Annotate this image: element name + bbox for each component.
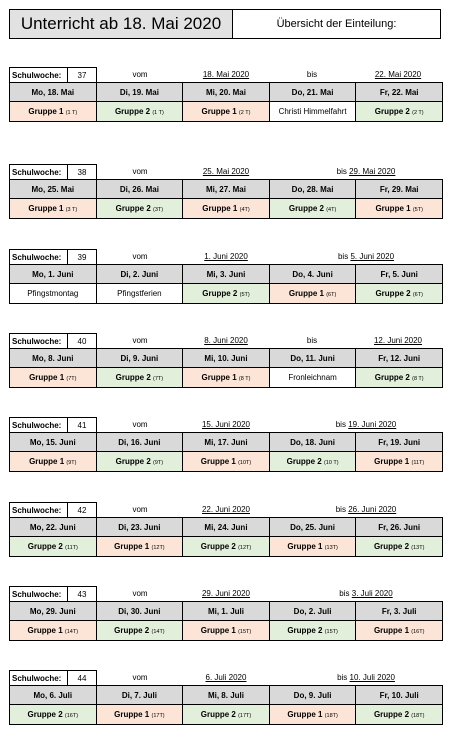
day-cell: Do, 9. Juli	[269, 686, 356, 705]
day-cell: Di, 2. Juni	[96, 265, 183, 284]
group-name: Gruppe 2	[373, 710, 410, 719]
week-number: 43	[68, 586, 97, 601]
group-cell	[96, 705, 183, 725]
group-cell	[269, 199, 356, 219]
group-cell	[356, 199, 443, 219]
day-row	[10, 180, 443, 199]
day-cell: Di, 23. Juni	[96, 518, 183, 537]
group-day-count: (18T)	[324, 713, 338, 719]
day-row	[10, 686, 443, 705]
group-name: Gruppe 1	[374, 457, 410, 466]
day-cell: Do, 2. Juli	[269, 602, 356, 621]
day-cell: Mi, 10. Juni	[183, 349, 270, 368]
vom-label: vom	[132, 252, 148, 261]
week-number: 37	[68, 67, 97, 82]
group-cell	[356, 368, 443, 388]
vom-label: vom	[132, 589, 148, 598]
group-row	[10, 537, 443, 557]
group-name: Gruppe 2	[115, 373, 151, 382]
day-cell: Mi, 8. Juli	[183, 686, 270, 705]
group-day-count: (9T)	[153, 460, 164, 466]
group-cell	[96, 102, 183, 122]
week-date-range	[9, 417, 443, 432]
day-cell: Di, 19. Mai	[96, 83, 183, 102]
vom-label: vom	[132, 505, 148, 514]
day-cell: Mo, 6. Juli	[10, 686, 97, 705]
group-cell	[96, 452, 183, 472]
group-row	[10, 705, 443, 725]
group-name: Gruppe 2	[286, 457, 322, 466]
vom-label: vom	[132, 70, 148, 79]
group-name: Gruppe 2	[375, 289, 411, 298]
group-cell	[183, 621, 270, 641]
group-day-count: (3 T)	[65, 207, 78, 213]
group-cell	[96, 199, 183, 219]
group-day-count: (11T)	[411, 460, 425, 466]
group-day-count: (1 T)	[152, 110, 164, 116]
document-title: Unterricht ab 18. Mai 2020	[10, 10, 233, 38]
group-name: Gruppe 1	[288, 289, 324, 298]
group-day-count: (4T)	[239, 207, 250, 213]
vom-label: vom	[132, 420, 148, 429]
week-end-group	[269, 164, 441, 179]
week-block	[9, 67, 443, 122]
group-cell	[183, 199, 270, 219]
group-name: Gruppe 2	[27, 542, 63, 551]
day-cell: Fr, 26. Juni	[356, 518, 443, 537]
group-day-count: (11T)	[65, 545, 78, 551]
group-cell	[356, 621, 443, 641]
group-cell	[183, 102, 270, 122]
day-row	[10, 349, 443, 368]
day-cell: Di, 9. Juni	[96, 349, 183, 368]
group-day-count: (18T)	[411, 713, 425, 719]
group-name: Gruppe 1	[200, 457, 236, 466]
week-end-date: 22. Mai 2020	[374, 70, 422, 79]
day-cell: Do, 28. Mai	[269, 180, 356, 199]
bis-label: bis	[335, 420, 346, 429]
group-name: Gruppe 2	[200, 542, 236, 551]
week-block	[9, 502, 443, 557]
group-day-count: (5T)	[412, 207, 423, 213]
group-name: Gruppe 2	[115, 204, 151, 213]
group-name: Gruppe 1	[28, 204, 64, 213]
day-cell: Di, 16. Juni	[96, 433, 183, 452]
group-day-count: (16T)	[411, 629, 425, 635]
holiday-name: Pfingstferien	[117, 289, 162, 298]
week-date-range	[9, 333, 443, 348]
group-name: Gruppe 1	[29, 373, 65, 382]
group-cell	[356, 284, 443, 304]
week-end-group	[269, 502, 441, 517]
week-block	[9, 249, 443, 304]
group-name: Gruppe 2	[114, 626, 150, 635]
group-name: Gruppe 1	[373, 626, 410, 635]
day-cell: Di, 26. Mai	[96, 180, 183, 199]
week-end-group	[269, 586, 441, 601]
day-cell: Fr, 12. Juni	[356, 349, 443, 368]
week-start-date: 1. Juni 2020	[204, 252, 248, 261]
group-day-count: (3T)	[153, 207, 164, 213]
week-label: Schulwoche:	[9, 67, 68, 82]
group-day-count: (16T)	[64, 713, 79, 719]
day-cell: Do, 18. Juni	[269, 433, 356, 452]
group-day-count: (17T)	[151, 713, 165, 719]
week-start-date: 22. Juni 2020	[201, 505, 251, 514]
group-name: Gruppe 1	[29, 457, 65, 466]
document-header	[9, 9, 441, 39]
group-name: Gruppe 2	[27, 710, 63, 719]
group-cell	[183, 537, 270, 557]
group-name: Gruppe 1	[201, 373, 237, 382]
day-cell: Mo, 18. Mai	[10, 83, 97, 102]
week-end-date: 19. Juni 2020	[348, 420, 397, 429]
week-table	[9, 264, 443, 304]
day-cell: Mi, 1. Juli	[183, 602, 270, 621]
group-day-count: (10 T)	[323, 460, 339, 466]
holiday-name: Christi Himmelfahrt	[278, 107, 347, 116]
group-day-count: (8 T)	[238, 376, 251, 382]
day-cell: Do, 21. Mai	[269, 83, 356, 102]
holiday-cell	[269, 368, 356, 388]
group-name: Gruppe 2	[287, 626, 323, 635]
group-row	[10, 199, 443, 219]
group-day-count: (4T)	[326, 207, 337, 213]
week-block	[9, 417, 443, 472]
group-cell	[10, 705, 97, 725]
holiday-cell	[269, 102, 356, 122]
vom-label: vom	[132, 673, 148, 682]
group-day-count: (14T)	[151, 629, 165, 635]
group-cell	[10, 537, 97, 557]
group-day-count: (15T)	[324, 629, 338, 635]
group-cell	[10, 621, 97, 641]
week-start-date: 18. Mai 2020	[202, 70, 250, 79]
group-name: Gruppe 2	[200, 710, 236, 719]
week-number: 42	[68, 502, 97, 517]
group-day-count: (5T)	[239, 292, 250, 298]
week-end-group	[269, 249, 441, 264]
week-date-range	[9, 164, 443, 179]
week-label: Schulwoche:	[9, 670, 68, 685]
day-cell: Di, 30. Juni	[96, 602, 183, 621]
group-day-count: (6T)	[326, 292, 337, 298]
group-name: Gruppe 1	[287, 542, 323, 551]
group-day-count: (1 T)	[65, 110, 78, 116]
week-label: Schulwoche:	[9, 333, 68, 348]
group-cell	[356, 452, 443, 472]
group-name: Gruppe 1	[27, 626, 63, 635]
group-row	[10, 621, 443, 641]
day-row	[10, 265, 443, 284]
week-label: Schulwoche:	[9, 586, 68, 601]
day-cell: Mi, 3. Juni	[183, 265, 270, 284]
group-name: Gruppe 1	[114, 710, 150, 719]
group-day-count: (2 T)	[412, 110, 424, 116]
group-name: Gruppe 1	[375, 204, 411, 213]
week-start-date: 25. Mai 2020	[202, 167, 250, 176]
group-cell	[269, 452, 356, 472]
group-day-count: (2 T)	[238, 110, 251, 116]
group-day-count: (12T)	[238, 545, 252, 551]
week-number: 38	[68, 164, 97, 179]
week-label: Schulwoche:	[9, 417, 68, 432]
day-cell: Mi, 27. Mai	[183, 180, 270, 199]
day-cell: Mi, 17. Juni	[183, 433, 270, 452]
day-cell: Fr, 29. Mai	[356, 180, 443, 199]
day-cell: Mo, 29. Juni	[10, 602, 97, 621]
group-cell	[10, 102, 97, 122]
week-end-date: 26. Juni 2020	[348, 505, 397, 514]
group-cell	[96, 537, 183, 557]
group-cell	[96, 368, 183, 388]
bis-label: bis	[337, 673, 348, 682]
day-cell: Mo, 8. Juni	[10, 349, 97, 368]
bis-label: bis	[335, 505, 346, 514]
group-name: Gruppe 2	[373, 542, 410, 551]
day-row	[10, 83, 443, 102]
group-day-count: (13T)	[411, 545, 425, 551]
day-cell: Do, 11. Juni	[269, 349, 356, 368]
day-cell: Mo, 25. Mai	[10, 180, 97, 199]
week-end-date: 5. Juni 2020	[350, 252, 395, 261]
holiday-cell	[10, 284, 97, 304]
week-end-date: 12. Juni 2020	[373, 336, 423, 345]
group-name: Gruppe 2	[374, 373, 410, 382]
week-date-range	[9, 249, 443, 264]
week-date-range	[9, 502, 443, 517]
holiday-cell	[96, 284, 183, 304]
day-row	[10, 602, 443, 621]
group-day-count: (10T)	[238, 460, 252, 466]
group-name: Gruppe 1	[200, 626, 236, 635]
group-cell	[183, 284, 270, 304]
day-cell: Fr, 5. Juni	[356, 265, 443, 284]
week-date-range	[9, 67, 443, 82]
group-name: Gruppe 2	[202, 289, 238, 298]
week-number: 44	[68, 670, 97, 685]
group-day-count: (8 T)	[412, 376, 424, 382]
week-start-date: 15. Juni 2020	[201, 420, 251, 429]
week-table	[9, 685, 443, 725]
day-row	[10, 433, 443, 452]
group-row	[10, 284, 443, 304]
week-date-range	[9, 586, 443, 601]
group-cell	[269, 621, 356, 641]
day-cell: Fr, 19. Juni	[356, 433, 443, 452]
group-day-count: (9T)	[66, 460, 77, 466]
week-block	[9, 333, 443, 388]
week-end-date: 3. Juli 2020	[351, 589, 393, 598]
group-name: Gruppe 2	[115, 457, 151, 466]
group-cell	[269, 705, 356, 725]
week-number: 39	[68, 249, 97, 264]
week-start-date: 29. Juni 2020	[201, 589, 251, 598]
day-cell: Fr, 3. Juli	[356, 602, 443, 621]
group-name: Gruppe 1	[201, 107, 237, 116]
week-table	[9, 601, 443, 641]
bis-label: bis	[337, 252, 349, 261]
day-cell: Mi, 20. Mai	[183, 83, 270, 102]
day-cell: Mo, 15. Juni	[10, 433, 97, 452]
week-label: Schulwoche:	[9, 164, 68, 179]
holiday-name: Pfingstmontag	[27, 289, 79, 298]
week-start-date: 8. Juni 2020	[204, 336, 248, 345]
group-name: Gruppe 1	[202, 204, 238, 213]
week-end-group	[269, 670, 441, 685]
group-day-count: (7T)	[66, 376, 77, 382]
week-table	[9, 348, 443, 388]
day-cell: Di, 7. Juli	[96, 686, 183, 705]
group-day-count: (12T)	[151, 545, 165, 551]
group-row	[10, 368, 443, 388]
group-cell	[356, 537, 443, 557]
vom-label: vom	[132, 167, 148, 176]
group-row	[10, 102, 443, 122]
day-cell: Do, 25. Juni	[269, 518, 356, 537]
week-number: 40	[68, 333, 97, 348]
day-cell: Mo, 22. Juni	[10, 518, 97, 537]
week-block	[9, 586, 443, 641]
day-cell: Do, 4. Juni	[269, 265, 356, 284]
group-cell	[10, 199, 97, 219]
group-cell	[183, 705, 270, 725]
week-number: 41	[68, 417, 97, 432]
day-cell: Mo, 1. Juni	[10, 265, 97, 284]
group-day-count: (14T)	[64, 629, 79, 635]
week-table	[9, 179, 443, 219]
bis-label: bis	[306, 70, 318, 79]
week-end-group	[269, 417, 441, 432]
group-name: Gruppe 2	[114, 107, 151, 116]
week-label: Schulwoche:	[9, 249, 68, 264]
week-end-date: 10. Juli 2020	[349, 673, 395, 682]
document-subtitle: Übersicht der Einteilung:	[276, 18, 397, 30]
group-day-count: (13T)	[324, 545, 338, 551]
week-date-range	[9, 670, 443, 685]
week-block	[9, 164, 443, 219]
group-name: Gruppe 1	[287, 710, 323, 719]
group-row	[10, 452, 443, 472]
day-cell: Mi, 24. Juni	[183, 518, 270, 537]
group-cell	[356, 705, 443, 725]
group-day-count: (15T)	[238, 629, 252, 635]
group-name: Gruppe 2	[374, 107, 410, 116]
group-name: Gruppe 1	[28, 107, 64, 116]
group-cell	[96, 621, 183, 641]
week-end-date: 29. Mai 2020	[349, 167, 396, 176]
group-day-count: (7T)	[153, 376, 164, 382]
week-table	[9, 432, 443, 472]
bis-label: bis	[336, 167, 347, 176]
week-table	[9, 82, 443, 122]
group-day-count: (17T)	[238, 713, 252, 719]
bis-label: bis	[339, 589, 350, 598]
day-cell: Fr, 10. Juli	[356, 686, 443, 705]
day-row	[10, 518, 443, 537]
group-cell	[10, 368, 97, 388]
week-block	[9, 670, 443, 725]
group-cell	[356, 102, 443, 122]
bis-label: bis	[306, 336, 318, 345]
group-day-count: (6T)	[412, 292, 423, 298]
group-name: Gruppe 1	[114, 542, 150, 551]
week-table	[9, 517, 443, 557]
week-start-date: 6. Juli 2020	[205, 673, 247, 682]
group-cell	[269, 284, 356, 304]
group-cell	[10, 452, 97, 472]
group-cell	[183, 452, 270, 472]
day-cell: Fr, 22. Mai	[356, 83, 443, 102]
vom-label: vom	[132, 336, 148, 345]
week-label: Schulwoche:	[9, 502, 68, 517]
holiday-name: Fronleichnam	[288, 373, 337, 382]
group-name: Gruppe 2	[288, 204, 324, 213]
group-cell	[269, 537, 356, 557]
group-cell	[183, 368, 270, 388]
